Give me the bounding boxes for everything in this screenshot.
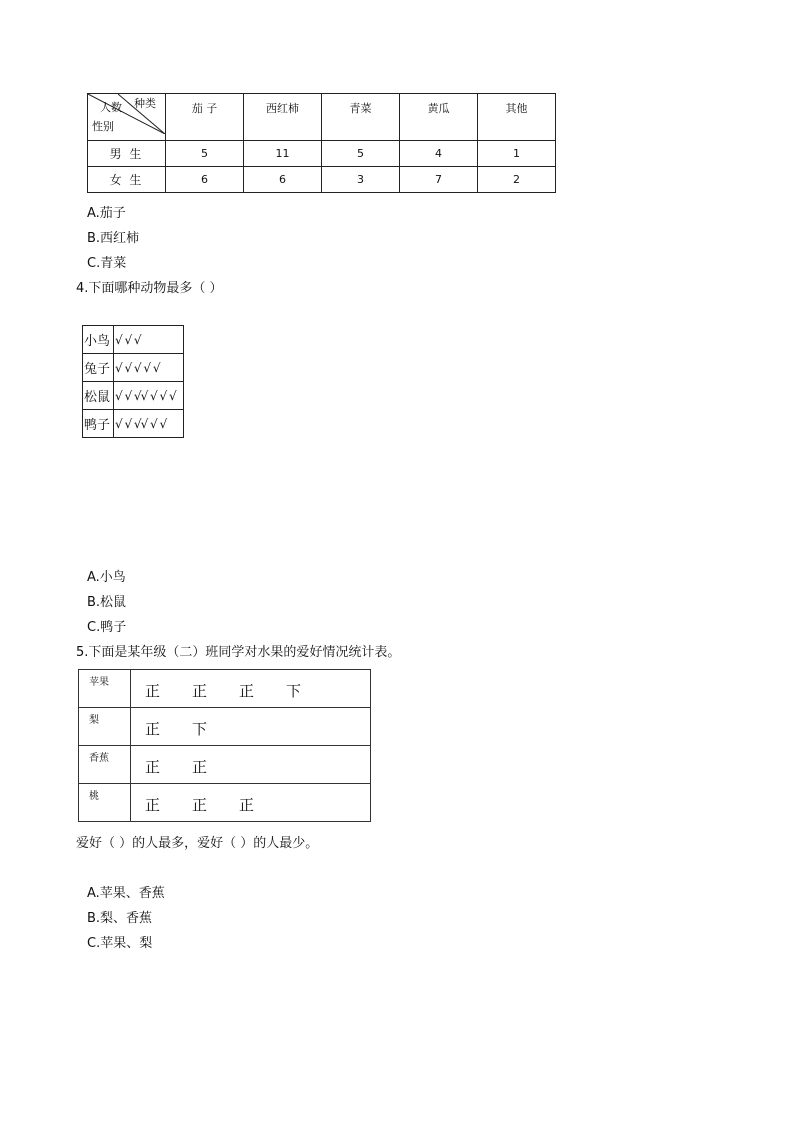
q4-question: 4.下面哪种动物最多（ ） [76, 281, 223, 296]
q5-option-b[interactable]: B.梨、香蕉 [87, 911, 153, 926]
animal-name: 小鸟 [83, 326, 114, 354]
table-row [79, 784, 371, 822]
tally-mark: 正 [192, 796, 210, 814]
table-cell: 5 [322, 141, 400, 167]
check-marks: √ √ √√ √ √ [114, 410, 184, 438]
table-cell: 6 [166, 167, 244, 193]
category-header: 茄 子 [166, 94, 244, 141]
q3-option-b[interactable]: B.西红柿 [87, 231, 140, 246]
q5-option-a[interactable]: A.苹果、香蕉 [87, 886, 165, 901]
fruit-name: 苹果 [79, 670, 131, 708]
q5-question: 5.下面是某年级（二）班同学对水果的爱好情况统计表。 [76, 645, 401, 660]
fruit-name: 梨 [79, 708, 131, 746]
category-header: 西红柿 [244, 94, 322, 141]
fruit-name: 香蕉 [79, 746, 131, 784]
q4-option-a[interactable]: A.小鸟 [87, 570, 126, 585]
check-marks: √ √ √√ √ √ √ [114, 382, 184, 410]
table-cell: 3 [322, 167, 400, 193]
row-label: 女 生 [88, 167, 166, 193]
table-row [83, 410, 184, 438]
tally-mark: 正 [145, 796, 163, 814]
tally-mark: 正 [145, 682, 163, 700]
q3-option-a[interactable]: A.茄子 [87, 206, 126, 221]
tally-marks [131, 784, 371, 822]
vegetable-preference-table [87, 93, 556, 193]
check-marks: √ √ √ [114, 326, 184, 354]
fruit-name: 桃 [79, 784, 131, 822]
tally-mark: 正 [192, 758, 210, 776]
table-cell: 5 [166, 141, 244, 167]
category-header: 黄瓜 [400, 94, 478, 141]
tally-mark: 正 [239, 682, 257, 700]
category-header: 其他 [478, 94, 556, 141]
tally-mark: 正 [192, 682, 210, 700]
table-corner-header [88, 94, 166, 141]
row-label: 男 生 [88, 141, 166, 167]
tally-mark: 正 [145, 720, 163, 738]
animal-count-table [82, 325, 184, 438]
table-row [83, 326, 184, 354]
table-cell: 1 [478, 141, 556, 167]
tally-mark: 下 [192, 720, 210, 738]
q5-option-c[interactable]: C.苹果、梨 [87, 936, 153, 951]
animal-name: 松鼠 [83, 382, 114, 410]
category-header: 青菜 [322, 94, 400, 141]
table-cell: 4 [400, 141, 478, 167]
animal-name: 鸭子 [83, 410, 114, 438]
table-cell: 7 [400, 167, 478, 193]
table-cell: 11 [244, 141, 322, 167]
tally-marks [131, 746, 371, 784]
table-row [88, 141, 556, 167]
tally-mark: 正 [239, 796, 257, 814]
fruit-preference-table [78, 669, 371, 822]
q4-option-c[interactable]: C.鸭子 [87, 620, 127, 635]
table-row [88, 167, 556, 193]
table-row [79, 670, 371, 708]
corner-label-count: 人数 [100, 101, 122, 114]
q5-fill-blank: 爱好（ ）的人最多，爱好（ ）的人最少。 [76, 836, 319, 851]
table-row [83, 354, 184, 382]
animal-name: 兔子 [83, 354, 114, 382]
tally-marks [131, 670, 371, 708]
tally-marks [131, 708, 371, 746]
table-row [83, 382, 184, 410]
table-cell: 6 [244, 167, 322, 193]
table-row [79, 746, 371, 784]
table-cell: 2 [478, 167, 556, 193]
tally-mark: 下 [286, 682, 304, 700]
corner-label-gender: 性别 [92, 120, 114, 133]
tally-mark: 正 [145, 758, 163, 776]
q4-option-b[interactable]: B.松鼠 [87, 595, 127, 610]
check-marks: √ √ √ √ √ [114, 354, 184, 382]
q3-option-c[interactable]: C.青菜 [87, 256, 127, 271]
table-row [79, 708, 371, 746]
corner-label-category: 种类 [134, 97, 156, 110]
